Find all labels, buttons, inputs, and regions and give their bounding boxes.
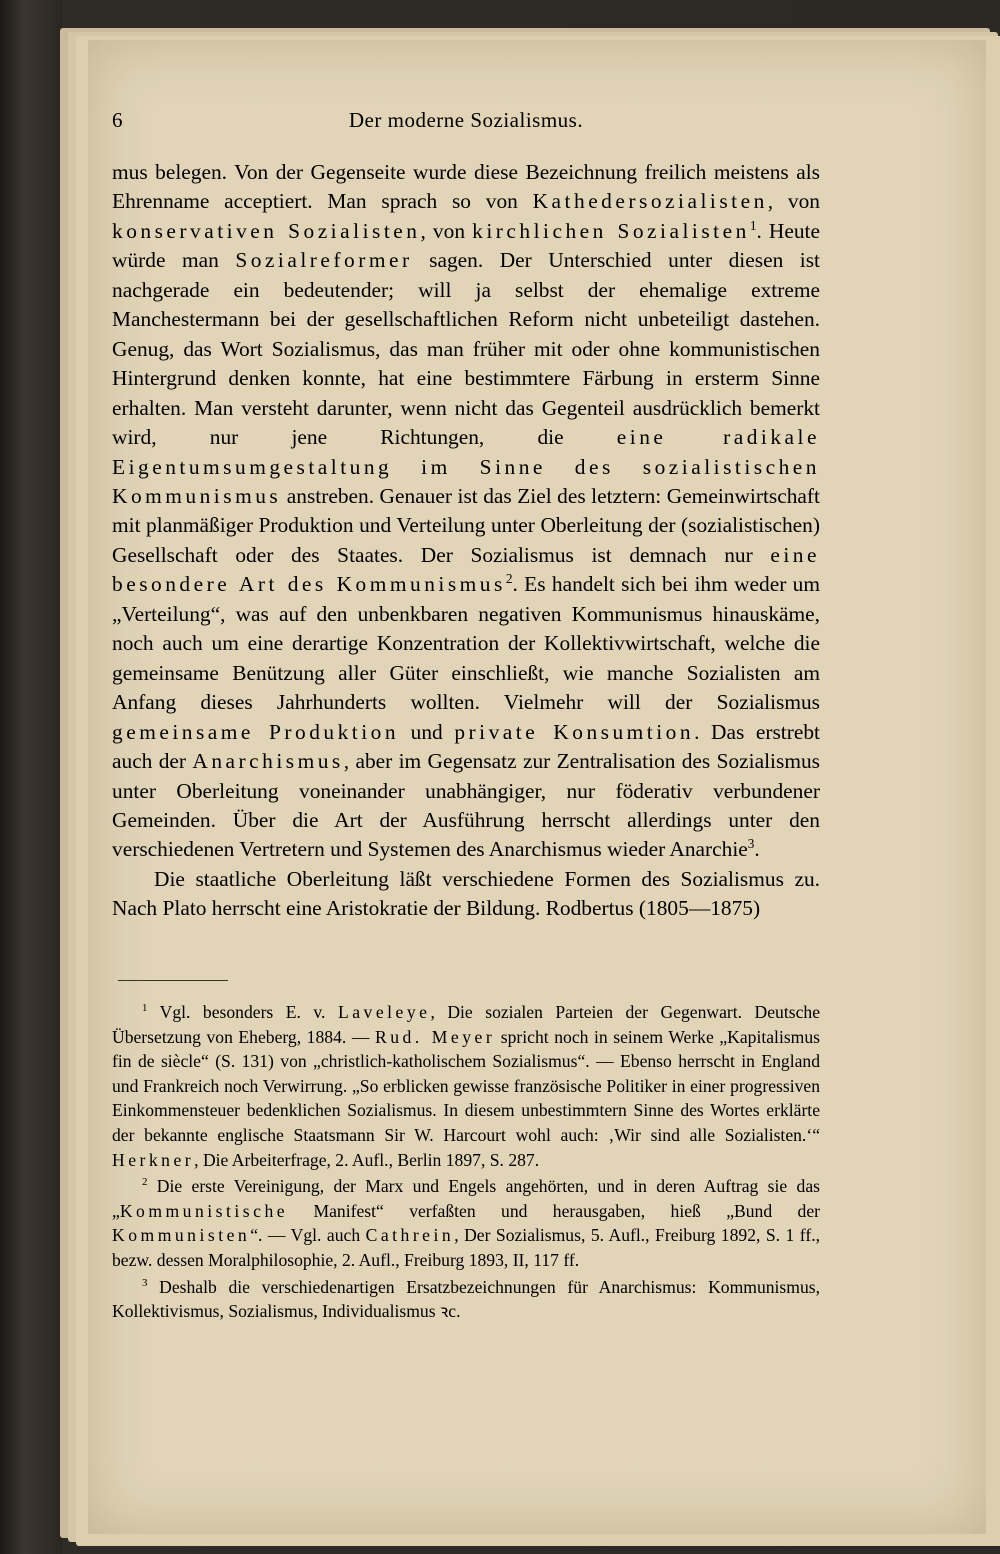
- text-run: .: [754, 837, 760, 862]
- spaced-term: Kommunisten: [112, 1225, 251, 1246]
- running-head: [112, 108, 820, 138]
- spaced-term: kirchlichen Sozialisten: [472, 218, 750, 243]
- text-run: Manifest“ verfaßten und herausgaben, hieß „Bund der: [288, 1200, 820, 1221]
- text-run: Deshalb die verschiedenartigen Ersatzbezeichnungen für Anarchismus: Kommunismus, Kollektivismus, Sozialismus, Individualismus ꝛc.: [112, 1276, 820, 1322]
- text-run: Die erste Vereinigung, der Marx und Engels angehörten, und in deren Auftrag sie das „: [112, 1176, 820, 1221]
- text-run: , von: [420, 218, 473, 243]
- text-run: Vgl. besonders E. v.: [147, 1002, 338, 1022]
- text-run: , aber im Gegensatz zur Zentralisation des Sozialismus unter Oberleitung voneinander unabhängiger, nur föderativ verbundener Gemeinden. Über die Art der Ausführung herrscht allerdings unter den verschiedenen Vertretern und Systemen des Anarchismus wieder Anarchie: [112, 749, 820, 862]
- spaced-term: eine radikale Eigentumsumgestaltung im Sinne des sozialistischen Kommunismus: [112, 425, 820, 508]
- text-run: spricht noch in seinem Werke „Kapitalismus fin de siècle“ (S. 131) von „christlich-katholischem Sozialismus“. — Ebenso herrscht in England und Frankreich noch Verwirrung. „So erblicken gewisse französische Politiker in einer progressiven Einkommensteuer bedenklichen Sozialismus. In diesem unbestimmtern Sinne des Wortes erklärte der bekannte englische Staatsmann Sir W. Harcourt wohl auch: ‚Wir sind alle Sozialisten.‘“: [112, 1026, 821, 1145]
- spaced-term: Anarchismus: [192, 749, 344, 774]
- spaced-term: Laveleye: [337, 1002, 431, 1022]
- footnote-marker: 1: [749, 217, 757, 233]
- spaced-term: Rud. Meyer: [375, 1026, 496, 1047]
- paragraph: [112, 158, 820, 865]
- spaced-term: Sozialreformer: [235, 248, 413, 273]
- footnote-number: 3: [142, 1276, 148, 1289]
- text-run: sagen. Der Unterschied unter diesen ist nachgerade ein bedeutender; will ja selbst der ehemalige extreme Manchestermann bei der gesellschaftlichen Reform nicht unbeteiligt dastehen. Genug, das Wort Sozialismus, das man früher mit oder ohne kommunistischen Hintergrund denken konnte, hat eine bestimmtere Färbung in ersterm Sinne erhalten. Man versteht darunter, wenn nicht das Gegenteil ausdrücklich bemerkt wird, nur jene Richtungen, die: [112, 248, 820, 450]
- text-run: , Der Sozialismus, 5. Aufl., Freiburg 1892, S. 1 ff., bezw. dessen Moralphilosophie, 2. Aufl., Freiburg 1893, II, 117 ff.: [112, 1225, 820, 1270]
- text-run: . Das erstrebt auch der: [112, 719, 820, 774]
- text-run: , Die Arbeiterfrage, 2. Aufl., Berlin 1897, S. 287.: [194, 1149, 540, 1170]
- page-number: 6: [112, 108, 123, 132]
- footnote-3: [112, 1275, 820, 1324]
- text-run: “. — Vgl. auch: [250, 1225, 366, 1246]
- spaced-term: Herkner: [112, 1149, 195, 1170]
- paragraph: Die staatliche Oberleitung läßt verschiedene Formen des Sozialismus zu. Nach Plato herrscht eine Aristokratie der Bildung. Rodbertus (1805—1875): [112, 866, 820, 921]
- text-run: . Heute würde man: [112, 218, 820, 273]
- text-run: mus belegen. Von der Gegenseite wurde diese Bezeichnung freilich meistens als Ehrenname acceptiert. Man sprach so von: [112, 160, 820, 214]
- footnotes: [112, 1000, 820, 1326]
- text-run: . Es handelt sich bei ihm weder um „Verteilung“, was auf den unbenkbaren negativen Kommunismus hinauskäme, noch auch um eine derartige Konzentration der Kollektivwirtschaft, welche die gemeinsame Benützung aller Güter einschließt, wie manche Sozialisten am Anfang dieses Jahrhunderts wollten. Vielmehr will der Sozialismus: [112, 572, 820, 715]
- spaced-term: Kommunistische: [119, 1200, 289, 1221]
- spaced-term: Cathrein: [365, 1225, 455, 1246]
- footnote-rule: [118, 980, 228, 981]
- footnote-1: [112, 1000, 820, 1172]
- footnote-number: 2: [142, 1176, 148, 1189]
- footnote-marker: 3: [747, 836, 755, 852]
- spaced-term: Kathedersozialisten: [532, 189, 768, 214]
- text-run: , von: [767, 189, 820, 214]
- footnote-2: [112, 1174, 820, 1272]
- main-text: [112, 158, 820, 924]
- text-run: anstreben. Genauer ist das Ziel des letztern: Gemeinwirtschaft mit planmäßiger Produktion und Verteilung unter Oberleitung der (sozialistischen) Gesellschaft oder des Staates. Der Sozialismus ist demnach nur: [112, 483, 820, 567]
- footnote-number: 1: [142, 1002, 148, 1015]
- text-run: und: [399, 719, 455, 744]
- book-cover-edge: [0, 0, 62, 1554]
- spaced-term: eine besondere Art des Kommunismus: [112, 542, 820, 597]
- text-run: , Die sozialen Parteien der Gegenwart. Deutsche Übersetzung von Eheberg, 1884. —: [112, 1002, 820, 1047]
- spaced-term: gemeinsame Produktion: [112, 719, 400, 744]
- spaced-term: konservativen Sozialisten: [112, 218, 421, 243]
- footnote-marker: 2: [505, 571, 513, 587]
- spaced-term: private Konsumtion: [454, 719, 695, 744]
- header-title: Der moderne Sozialismus.: [348, 108, 584, 132]
